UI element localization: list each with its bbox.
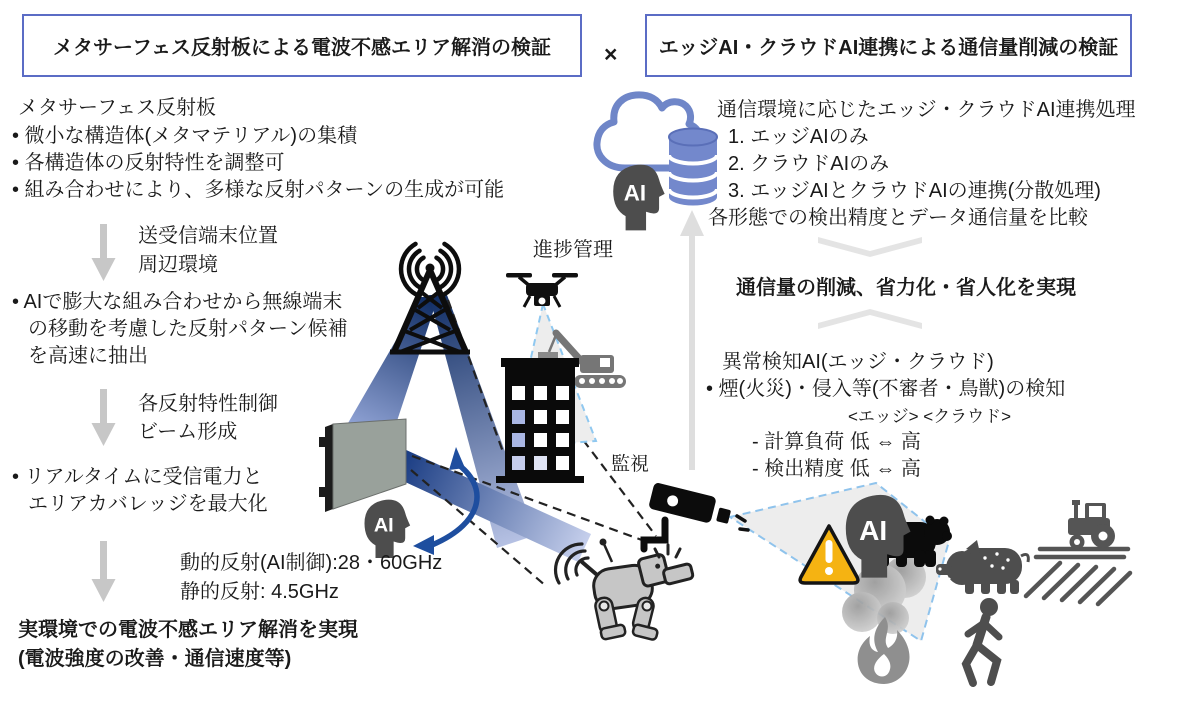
- left-result-line: 実環境での電波不感エリア解消を実現: [18, 619, 358, 641]
- down-arrow-1: [92, 224, 116, 281]
- ai-head-icon: [365, 500, 411, 558]
- dynamic-reflection-label: 動的反射(AI制御):28・60GHz: [180, 552, 443, 574]
- compare-line: 各形態での検出精度とデータ通信量を比較: [708, 207, 1088, 229]
- list-item: 3. エッジAIとクラウドAIの連携(分散処理): [728, 180, 1101, 202]
- bullet-line: • リアルタイムに受信電力と: [12, 466, 263, 488]
- edge-cloud-intro: 通信環境に応じたエッジ・クラウドAI連携処理: [717, 99, 1136, 121]
- metasurface-panel-icon: [319, 419, 406, 512]
- camera-label: 監視: [611, 454, 650, 475]
- bullet-line: • 微小な構造体(メタマテリアル)の集積: [12, 125, 358, 147]
- up-arrow: [680, 210, 704, 470]
- anomaly-bullet: • 煙(火災)・侵入等(不審者・鳥獣)の検知: [706, 378, 1066, 400]
- arrow1-label-line: 送受信端末位置: [138, 225, 278, 247]
- walking-person-icon: [966, 598, 999, 683]
- bullet-line: • AIで膨大な組み合わせから無線端末: [12, 291, 343, 313]
- drone-icon: [506, 273, 578, 307]
- edge-cloud-scale-header: <エッジ> <クラウド>: [848, 407, 1012, 426]
- bullet-line: を高速に抽出: [28, 345, 148, 367]
- arrow1-label-line: 周辺環境: [138, 254, 218, 276]
- left-title-box: [22, 14, 582, 77]
- bullet-line: • 組み合わせにより、多様な反射パターンの生成が可能: [12, 179, 505, 201]
- building-icon: [496, 358, 584, 483]
- left-title: メタサーフェス反射板による電波不感エリア解消の検証: [53, 37, 551, 59]
- bullet-line: の移動を考慮した反射パターン候補: [28, 318, 348, 340]
- arrow2-label-line: 各反射特性制御: [138, 393, 278, 415]
- cross-symbol: ×: [604, 41, 618, 67]
- database-icon: [669, 129, 717, 206]
- scale-row: - 検出精度 低 ⇔ 高: [752, 458, 921, 480]
- list-item: 2. クラウドAIのみ: [728, 153, 890, 175]
- right-title-box: [645, 14, 1132, 77]
- anomaly-title: 異常検知AI(エッジ・クラウド): [722, 351, 994, 373]
- metasurface-subtitle: メタサーフェス反射板: [18, 97, 216, 119]
- right-title: エッジAI・クラウドAI連携による通信量削減の検証: [658, 37, 1119, 59]
- scale-row: - 計算負荷 低 ⇔ 高: [752, 431, 921, 453]
- radio-tower-icon: [390, 244, 470, 352]
- arrow2-label-line: ビーム形成: [138, 421, 238, 443]
- down-arrow-2: [92, 389, 116, 446]
- chevron-down-icon: [818, 237, 922, 257]
- boar-icon: [936, 540, 1028, 594]
- static-reflection-label: 静的反射: 4.5GHz: [180, 581, 339, 603]
- bullet-line: エリアカバレッジを最大化: [28, 493, 268, 515]
- goal-line: 通信量の削減、省力化・省人化を実現: [736, 277, 1076, 299]
- chevron-up-icon: [818, 309, 922, 329]
- bullet-line: • 各構造体の反射特性を調整可: [12, 152, 285, 174]
- robot-dog-icon: [556, 539, 694, 641]
- down-arrow-3: [92, 541, 116, 602]
- list-item: 1. エッジAIのみ: [728, 126, 869, 148]
- left-result-line: (電波強度の改善・通信速度等): [18, 648, 292, 670]
- drone-label: 進捗管理: [533, 239, 613, 261]
- tractor-field-icon: [1026, 500, 1130, 604]
- ai-head-icon: [613, 165, 664, 231]
